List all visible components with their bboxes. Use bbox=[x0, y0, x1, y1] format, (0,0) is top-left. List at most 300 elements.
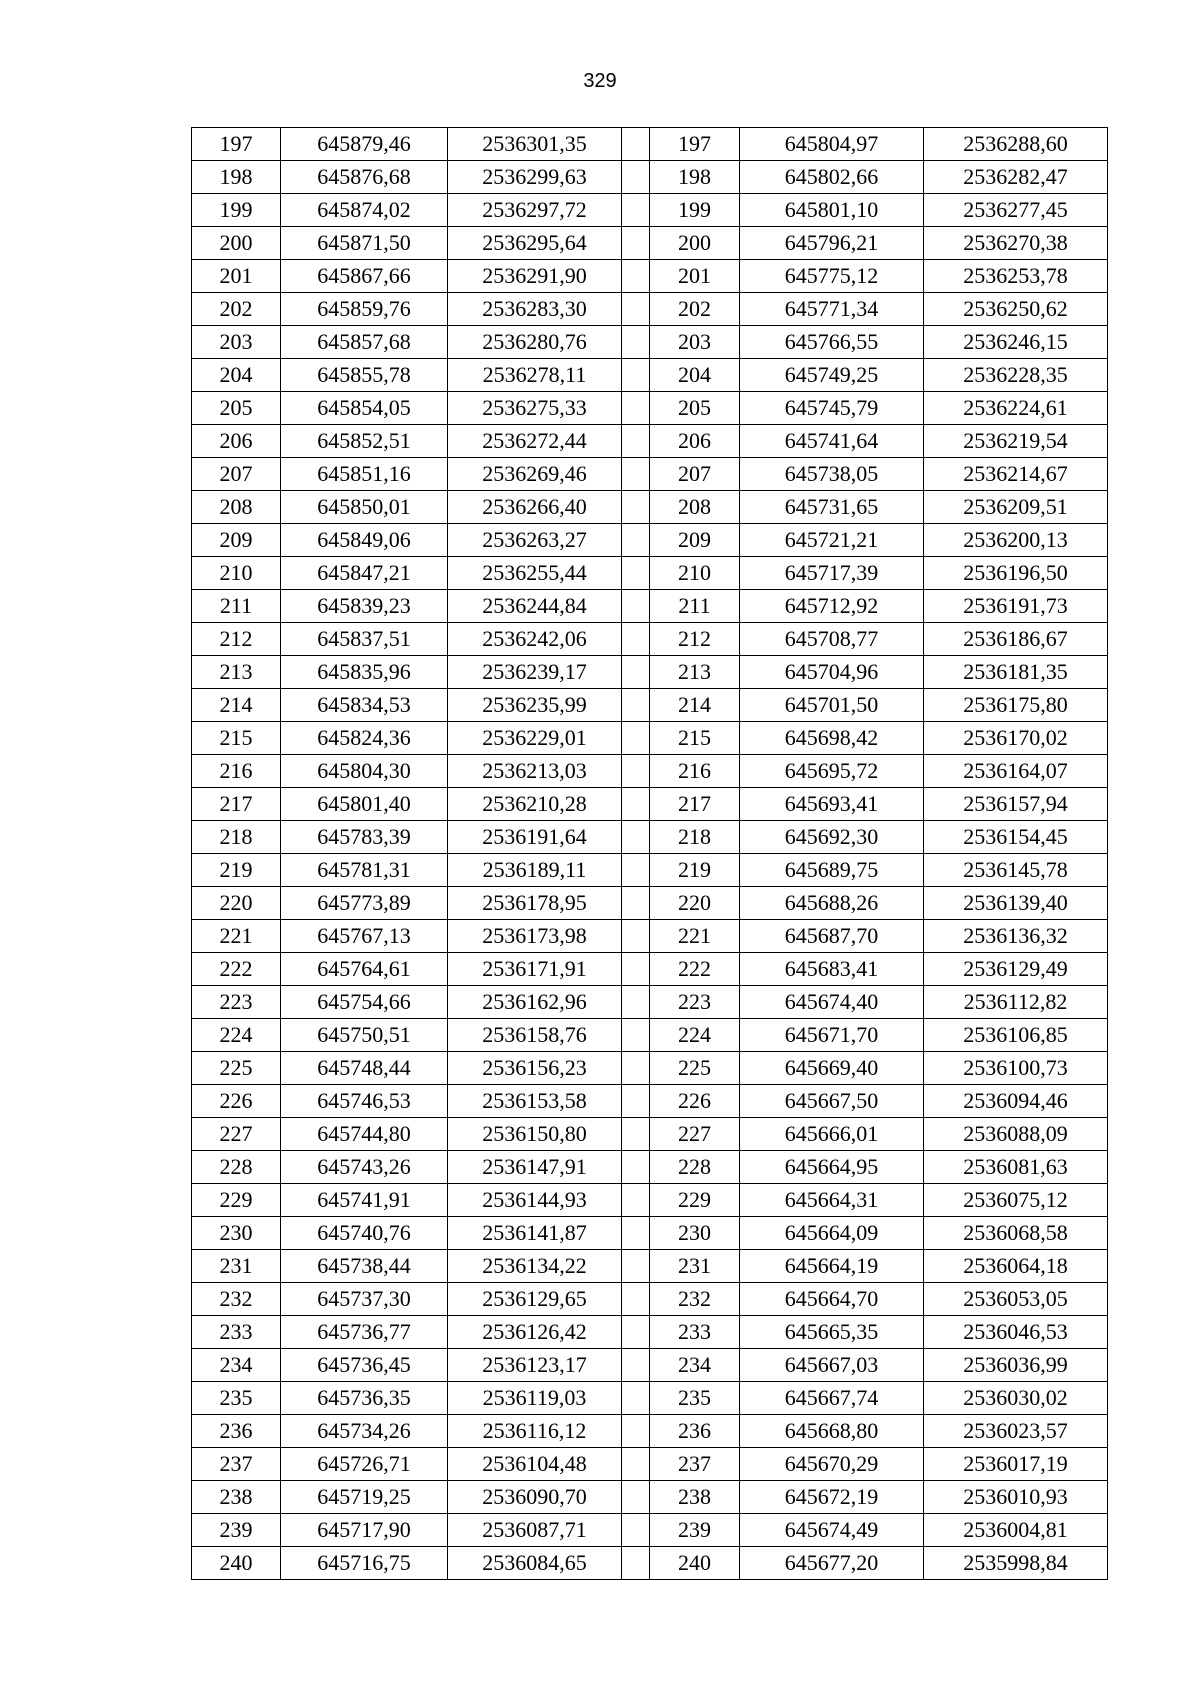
x-coordinate-cell: 645698,42 bbox=[740, 722, 924, 755]
point-number-cell: 240 bbox=[650, 1547, 740, 1580]
y-coordinate-cell: 2536242,06 bbox=[448, 623, 622, 656]
point-number-cell: 219 bbox=[192, 854, 281, 887]
x-coordinate-cell: 645796,21 bbox=[740, 227, 924, 260]
point-number-cell: 198 bbox=[650, 161, 740, 194]
point-number-cell: 200 bbox=[650, 227, 740, 260]
table-row bbox=[192, 392, 1108, 425]
separator-cell bbox=[622, 1514, 650, 1547]
x-coordinate-cell: 645743,26 bbox=[281, 1151, 448, 1184]
y-coordinate-cell: 2536173,98 bbox=[448, 920, 622, 953]
point-number-cell: 212 bbox=[192, 623, 281, 656]
x-coordinate-cell: 645781,31 bbox=[281, 854, 448, 887]
point-number-cell: 206 bbox=[650, 425, 740, 458]
point-number-cell: 229 bbox=[650, 1184, 740, 1217]
x-coordinate-cell: 645667,50 bbox=[740, 1085, 924, 1118]
x-coordinate-cell: 645801,10 bbox=[740, 194, 924, 227]
y-coordinate-cell: 2536119,03 bbox=[448, 1382, 622, 1415]
table-row bbox=[192, 1382, 1108, 1415]
x-coordinate-cell: 645677,20 bbox=[740, 1547, 924, 1580]
y-coordinate-cell: 2536068,58 bbox=[924, 1217, 1108, 1250]
x-coordinate-cell: 645716,75 bbox=[281, 1547, 448, 1580]
x-coordinate-cell: 645744,80 bbox=[281, 1118, 448, 1151]
y-coordinate-cell: 2536153,58 bbox=[448, 1085, 622, 1118]
x-coordinate-cell: 645665,35 bbox=[740, 1316, 924, 1349]
point-number-cell: 232 bbox=[650, 1283, 740, 1316]
separator-cell bbox=[622, 1019, 650, 1052]
x-coordinate-cell: 645847,21 bbox=[281, 557, 448, 590]
y-coordinate-cell: 2536255,44 bbox=[448, 557, 622, 590]
y-coordinate-cell: 2536158,76 bbox=[448, 1019, 622, 1052]
x-coordinate-cell: 645839,23 bbox=[281, 590, 448, 623]
x-coordinate-cell: 645855,78 bbox=[281, 359, 448, 392]
point-number-cell: 208 bbox=[192, 491, 281, 524]
point-number-cell: 211 bbox=[650, 590, 740, 623]
x-coordinate-cell: 645664,19 bbox=[740, 1250, 924, 1283]
y-coordinate-cell: 2536156,23 bbox=[448, 1052, 622, 1085]
point-number-cell: 231 bbox=[192, 1250, 281, 1283]
x-coordinate-cell: 645849,06 bbox=[281, 524, 448, 557]
separator-cell bbox=[622, 326, 650, 359]
separator-cell bbox=[622, 161, 650, 194]
table-row bbox=[192, 128, 1108, 161]
point-number-cell: 231 bbox=[650, 1250, 740, 1283]
separator-cell bbox=[622, 1085, 650, 1118]
y-coordinate-cell: 2536090,70 bbox=[448, 1481, 622, 1514]
point-number-cell: 227 bbox=[650, 1118, 740, 1151]
point-number-cell: 212 bbox=[650, 623, 740, 656]
y-coordinate-cell: 2536297,72 bbox=[448, 194, 622, 227]
y-coordinate-cell: 2536213,03 bbox=[448, 755, 622, 788]
table-row bbox=[192, 1514, 1108, 1547]
x-coordinate-cell: 645879,46 bbox=[281, 128, 448, 161]
x-coordinate-cell: 645664,70 bbox=[740, 1283, 924, 1316]
point-number-cell: 224 bbox=[192, 1019, 281, 1052]
y-coordinate-cell: 2536191,73 bbox=[924, 590, 1108, 623]
table-row bbox=[192, 821, 1108, 854]
y-coordinate-cell: 2536046,53 bbox=[924, 1316, 1108, 1349]
y-coordinate-cell: 2536106,85 bbox=[924, 1019, 1108, 1052]
y-coordinate-cell: 2536104,48 bbox=[448, 1448, 622, 1481]
point-number-cell: 229 bbox=[192, 1184, 281, 1217]
x-coordinate-cell: 645771,34 bbox=[740, 293, 924, 326]
y-coordinate-cell: 2536299,63 bbox=[448, 161, 622, 194]
y-coordinate-cell: 2536229,01 bbox=[448, 722, 622, 755]
x-coordinate-cell: 645672,19 bbox=[740, 1481, 924, 1514]
x-coordinate-cell: 645801,40 bbox=[281, 788, 448, 821]
table-row bbox=[192, 986, 1108, 1019]
separator-cell bbox=[622, 1349, 650, 1382]
point-number-cell: 221 bbox=[192, 920, 281, 953]
y-coordinate-cell: 2536181,35 bbox=[924, 656, 1108, 689]
x-coordinate-cell: 645670,29 bbox=[740, 1448, 924, 1481]
y-coordinate-cell: 2536301,35 bbox=[448, 128, 622, 161]
separator-cell bbox=[622, 458, 650, 491]
y-coordinate-cell: 2536269,46 bbox=[448, 458, 622, 491]
separator-cell bbox=[622, 920, 650, 953]
x-coordinate-cell: 645736,77 bbox=[281, 1316, 448, 1349]
point-number-cell: 197 bbox=[192, 128, 281, 161]
y-coordinate-cell: 2536175,80 bbox=[924, 689, 1108, 722]
y-coordinate-cell: 2536263,27 bbox=[448, 524, 622, 557]
table-body bbox=[192, 128, 1108, 1580]
point-number-cell: 199 bbox=[650, 194, 740, 227]
x-coordinate-cell: 645717,39 bbox=[740, 557, 924, 590]
table-row bbox=[192, 194, 1108, 227]
table-row bbox=[192, 326, 1108, 359]
x-coordinate-cell: 645668,80 bbox=[740, 1415, 924, 1448]
point-number-cell: 215 bbox=[650, 722, 740, 755]
y-coordinate-cell: 2536189,11 bbox=[448, 854, 622, 887]
y-coordinate-cell: 2536064,18 bbox=[924, 1250, 1108, 1283]
x-coordinate-cell: 645740,76 bbox=[281, 1217, 448, 1250]
table-row bbox=[192, 1184, 1108, 1217]
x-coordinate-cell: 645667,03 bbox=[740, 1349, 924, 1382]
x-coordinate-cell: 645693,41 bbox=[740, 788, 924, 821]
point-number-cell: 237 bbox=[192, 1448, 281, 1481]
table-row bbox=[192, 1019, 1108, 1052]
y-coordinate-cell: 2536224,61 bbox=[924, 392, 1108, 425]
y-coordinate-cell: 2536170,02 bbox=[924, 722, 1108, 755]
x-coordinate-cell: 645687,70 bbox=[740, 920, 924, 953]
y-coordinate-cell: 2536084,65 bbox=[448, 1547, 622, 1580]
x-coordinate-cell: 645674,49 bbox=[740, 1514, 924, 1547]
table-row bbox=[192, 161, 1108, 194]
point-number-cell: 223 bbox=[192, 986, 281, 1019]
table-row bbox=[192, 491, 1108, 524]
x-coordinate-cell: 645667,74 bbox=[740, 1382, 924, 1415]
separator-cell bbox=[622, 392, 650, 425]
y-coordinate-cell: 2536136,32 bbox=[924, 920, 1108, 953]
separator-cell bbox=[622, 359, 650, 392]
point-number-cell: 207 bbox=[192, 458, 281, 491]
x-coordinate-cell: 645721,21 bbox=[740, 524, 924, 557]
x-coordinate-cell: 645688,26 bbox=[740, 887, 924, 920]
table-row bbox=[192, 524, 1108, 557]
point-number-cell: 228 bbox=[192, 1151, 281, 1184]
table-row bbox=[192, 425, 1108, 458]
y-coordinate-cell: 2536154,45 bbox=[924, 821, 1108, 854]
separator-cell bbox=[622, 1481, 650, 1514]
y-coordinate-cell: 2536010,93 bbox=[924, 1481, 1108, 1514]
point-number-cell: 217 bbox=[650, 788, 740, 821]
y-coordinate-cell: 2536171,91 bbox=[448, 953, 622, 986]
point-number-cell: 215 bbox=[192, 722, 281, 755]
x-coordinate-cell: 645712,92 bbox=[740, 590, 924, 623]
y-coordinate-cell: 2536144,93 bbox=[448, 1184, 622, 1217]
y-coordinate-cell: 2536145,78 bbox=[924, 854, 1108, 887]
point-number-cell: 238 bbox=[192, 1481, 281, 1514]
x-coordinate-cell: 645852,51 bbox=[281, 425, 448, 458]
y-coordinate-cell: 2536210,28 bbox=[448, 788, 622, 821]
y-coordinate-cell: 2536123,17 bbox=[448, 1349, 622, 1382]
point-number-cell: 233 bbox=[650, 1316, 740, 1349]
point-number-cell: 220 bbox=[192, 887, 281, 920]
y-coordinate-cell: 2536147,91 bbox=[448, 1151, 622, 1184]
separator-cell bbox=[622, 986, 650, 1019]
point-number-cell: 228 bbox=[650, 1151, 740, 1184]
separator-cell bbox=[622, 1382, 650, 1415]
y-coordinate-cell: 2536178,95 bbox=[448, 887, 622, 920]
y-coordinate-cell: 2536081,63 bbox=[924, 1151, 1108, 1184]
table-row bbox=[192, 1151, 1108, 1184]
point-number-cell: 225 bbox=[650, 1052, 740, 1085]
y-coordinate-cell: 2536030,02 bbox=[924, 1382, 1108, 1415]
point-number-cell: 218 bbox=[192, 821, 281, 854]
table-row bbox=[192, 689, 1108, 722]
x-coordinate-cell: 645867,66 bbox=[281, 260, 448, 293]
point-number-cell: 227 bbox=[192, 1118, 281, 1151]
point-number-cell: 209 bbox=[192, 524, 281, 557]
x-coordinate-cell: 645664,09 bbox=[740, 1217, 924, 1250]
x-coordinate-cell: 645750,51 bbox=[281, 1019, 448, 1052]
table-row bbox=[192, 1547, 1108, 1580]
x-coordinate-cell: 645764,61 bbox=[281, 953, 448, 986]
x-coordinate-cell: 645689,75 bbox=[740, 854, 924, 887]
x-coordinate-cell: 645775,12 bbox=[740, 260, 924, 293]
point-number-cell: 202 bbox=[192, 293, 281, 326]
y-coordinate-cell: 2536275,33 bbox=[448, 392, 622, 425]
separator-cell bbox=[622, 1250, 650, 1283]
x-coordinate-cell: 645773,89 bbox=[281, 887, 448, 920]
separator-cell bbox=[622, 854, 650, 887]
point-number-cell: 236 bbox=[650, 1415, 740, 1448]
point-number-cell: 236 bbox=[192, 1415, 281, 1448]
point-number-cell: 205 bbox=[192, 392, 281, 425]
y-coordinate-cell: 2536162,96 bbox=[448, 986, 622, 1019]
y-coordinate-cell: 2536266,40 bbox=[448, 491, 622, 524]
y-coordinate-cell: 2536036,99 bbox=[924, 1349, 1108, 1382]
point-number-cell: 232 bbox=[192, 1283, 281, 1316]
table-row bbox=[192, 1448, 1108, 1481]
separator-cell bbox=[622, 953, 650, 986]
point-number-cell: 222 bbox=[192, 953, 281, 986]
table-row bbox=[192, 1481, 1108, 1514]
point-number-cell: 210 bbox=[192, 557, 281, 590]
x-coordinate-cell: 645736,35 bbox=[281, 1382, 448, 1415]
point-number-cell: 224 bbox=[650, 1019, 740, 1052]
x-coordinate-cell: 645748,44 bbox=[281, 1052, 448, 1085]
y-coordinate-cell: 2536235,99 bbox=[448, 689, 622, 722]
point-number-cell: 216 bbox=[192, 755, 281, 788]
separator-cell bbox=[622, 1217, 650, 1250]
x-coordinate-cell: 645666,01 bbox=[740, 1118, 924, 1151]
point-number-cell: 214 bbox=[650, 689, 740, 722]
table-row bbox=[192, 590, 1108, 623]
point-number-cell: 235 bbox=[192, 1382, 281, 1415]
y-coordinate-cell: 2536186,67 bbox=[924, 623, 1108, 656]
y-coordinate-cell: 2536141,87 bbox=[448, 1217, 622, 1250]
page-number: 329 bbox=[583, 70, 617, 92]
x-coordinate-cell: 645664,31 bbox=[740, 1184, 924, 1217]
x-coordinate-cell: 645871,50 bbox=[281, 227, 448, 260]
point-number-cell: 240 bbox=[192, 1547, 281, 1580]
table-row bbox=[192, 1118, 1108, 1151]
y-coordinate-cell: 2535998,84 bbox=[924, 1547, 1108, 1580]
x-coordinate-cell: 645746,53 bbox=[281, 1085, 448, 1118]
point-number-cell: 237 bbox=[650, 1448, 740, 1481]
separator-cell bbox=[622, 656, 650, 689]
table-row bbox=[192, 788, 1108, 821]
table-row bbox=[192, 359, 1108, 392]
y-coordinate-cell: 2536075,12 bbox=[924, 1184, 1108, 1217]
x-coordinate-cell: 645692,30 bbox=[740, 821, 924, 854]
x-coordinate-cell: 645695,72 bbox=[740, 755, 924, 788]
x-coordinate-cell: 645704,96 bbox=[740, 656, 924, 689]
x-coordinate-cell: 645701,50 bbox=[740, 689, 924, 722]
point-number-cell: 213 bbox=[650, 656, 740, 689]
y-coordinate-cell: 2536129,49 bbox=[924, 953, 1108, 986]
y-coordinate-cell: 2536129,65 bbox=[448, 1283, 622, 1316]
y-coordinate-cell: 2536270,38 bbox=[924, 227, 1108, 260]
separator-cell bbox=[622, 1052, 650, 1085]
table-row bbox=[192, 458, 1108, 491]
point-number-cell: 208 bbox=[650, 491, 740, 524]
separator-cell bbox=[622, 1316, 650, 1349]
x-coordinate-cell: 645738,05 bbox=[740, 458, 924, 491]
x-coordinate-cell: 645708,77 bbox=[740, 623, 924, 656]
table-row bbox=[192, 1250, 1108, 1283]
x-coordinate-cell: 645874,02 bbox=[281, 194, 448, 227]
point-number-cell: 230 bbox=[192, 1217, 281, 1250]
separator-cell bbox=[622, 1118, 650, 1151]
y-coordinate-cell: 2536191,64 bbox=[448, 821, 622, 854]
x-coordinate-cell: 645734,26 bbox=[281, 1415, 448, 1448]
y-coordinate-cell: 2536087,71 bbox=[448, 1514, 622, 1547]
point-number-cell: 223 bbox=[650, 986, 740, 1019]
point-number-cell: 217 bbox=[192, 788, 281, 821]
y-coordinate-cell: 2536244,84 bbox=[448, 590, 622, 623]
x-coordinate-cell: 645717,90 bbox=[281, 1514, 448, 1547]
point-number-cell: 226 bbox=[650, 1085, 740, 1118]
separator-cell bbox=[622, 524, 650, 557]
x-coordinate-cell: 645824,36 bbox=[281, 722, 448, 755]
table-row bbox=[192, 1283, 1108, 1316]
point-number-cell: 199 bbox=[192, 194, 281, 227]
y-coordinate-cell: 2536250,62 bbox=[924, 293, 1108, 326]
separator-cell bbox=[622, 1151, 650, 1184]
point-number-cell: 239 bbox=[192, 1514, 281, 1547]
y-coordinate-cell: 2536280,76 bbox=[448, 326, 622, 359]
separator-cell bbox=[622, 722, 650, 755]
table-row bbox=[192, 293, 1108, 326]
x-coordinate-cell: 645683,41 bbox=[740, 953, 924, 986]
x-coordinate-cell: 645671,70 bbox=[740, 1019, 924, 1052]
point-number-cell: 239 bbox=[650, 1514, 740, 1547]
point-number-cell: 204 bbox=[650, 359, 740, 392]
y-coordinate-cell: 2536253,78 bbox=[924, 260, 1108, 293]
x-coordinate-cell: 645857,68 bbox=[281, 326, 448, 359]
x-coordinate-cell: 645854,05 bbox=[281, 392, 448, 425]
x-coordinate-cell: 645674,40 bbox=[740, 986, 924, 1019]
x-coordinate-cell: 645745,79 bbox=[740, 392, 924, 425]
point-number-cell: 210 bbox=[650, 557, 740, 590]
table-row bbox=[192, 1217, 1108, 1250]
separator-cell bbox=[622, 491, 650, 524]
separator-cell bbox=[622, 689, 650, 722]
table-row bbox=[192, 1316, 1108, 1349]
point-number-cell: 201 bbox=[192, 260, 281, 293]
point-number-cell: 222 bbox=[650, 953, 740, 986]
point-number-cell: 230 bbox=[650, 1217, 740, 1250]
point-number-cell: 214 bbox=[192, 689, 281, 722]
x-coordinate-cell: 645731,65 bbox=[740, 491, 924, 524]
point-number-cell: 238 bbox=[650, 1481, 740, 1514]
point-number-cell: 203 bbox=[650, 326, 740, 359]
point-number-cell: 235 bbox=[650, 1382, 740, 1415]
table-row bbox=[192, 656, 1108, 689]
y-coordinate-cell: 2536228,35 bbox=[924, 359, 1108, 392]
point-number-cell: 209 bbox=[650, 524, 740, 557]
x-coordinate-cell: 645835,96 bbox=[281, 656, 448, 689]
table-row bbox=[192, 623, 1108, 656]
y-coordinate-cell: 2536239,17 bbox=[448, 656, 622, 689]
separator-cell bbox=[622, 590, 650, 623]
point-number-cell: 197 bbox=[650, 128, 740, 161]
separator-cell bbox=[622, 1547, 650, 1580]
x-coordinate-cell: 645859,76 bbox=[281, 293, 448, 326]
separator-cell bbox=[622, 821, 650, 854]
separator-cell bbox=[622, 557, 650, 590]
x-coordinate-cell: 645736,45 bbox=[281, 1349, 448, 1382]
y-coordinate-cell: 2536164,07 bbox=[924, 755, 1108, 788]
x-coordinate-cell: 645802,66 bbox=[740, 161, 924, 194]
point-number-cell: 219 bbox=[650, 854, 740, 887]
y-coordinate-cell: 2536214,67 bbox=[924, 458, 1108, 491]
x-coordinate-cell: 645804,30 bbox=[281, 755, 448, 788]
x-coordinate-cell: 645876,68 bbox=[281, 161, 448, 194]
point-number-cell: 211 bbox=[192, 590, 281, 623]
point-number-cell: 218 bbox=[650, 821, 740, 854]
y-coordinate-cell: 2536053,05 bbox=[924, 1283, 1108, 1316]
y-coordinate-cell: 2536291,90 bbox=[448, 260, 622, 293]
table-row bbox=[192, 260, 1108, 293]
y-coordinate-cell: 2536196,50 bbox=[924, 557, 1108, 590]
y-coordinate-cell: 2536088,09 bbox=[924, 1118, 1108, 1151]
table-row bbox=[192, 1085, 1108, 1118]
separator-cell bbox=[622, 227, 650, 260]
point-number-cell: 205 bbox=[650, 392, 740, 425]
y-coordinate-cell: 2536023,57 bbox=[924, 1415, 1108, 1448]
point-number-cell: 213 bbox=[192, 656, 281, 689]
separator-cell bbox=[622, 1448, 650, 1481]
y-coordinate-cell: 2536126,42 bbox=[448, 1316, 622, 1349]
x-coordinate-cell: 645804,97 bbox=[740, 128, 924, 161]
y-coordinate-cell: 2536288,60 bbox=[924, 128, 1108, 161]
point-number-cell: 221 bbox=[650, 920, 740, 953]
point-number-cell: 234 bbox=[192, 1349, 281, 1382]
y-coordinate-cell: 2536209,51 bbox=[924, 491, 1108, 524]
x-coordinate-cell: 645741,91 bbox=[281, 1184, 448, 1217]
y-coordinate-cell: 2536157,94 bbox=[924, 788, 1108, 821]
separator-cell bbox=[622, 623, 650, 656]
separator-cell bbox=[622, 1184, 650, 1217]
separator-cell bbox=[622, 293, 650, 326]
point-number-cell: 220 bbox=[650, 887, 740, 920]
separator-cell bbox=[622, 425, 650, 458]
y-coordinate-cell: 2536272,44 bbox=[448, 425, 622, 458]
x-coordinate-cell: 645767,13 bbox=[281, 920, 448, 953]
point-number-cell: 206 bbox=[192, 425, 281, 458]
x-coordinate-cell: 645726,71 bbox=[281, 1448, 448, 1481]
x-coordinate-cell: 645741,64 bbox=[740, 425, 924, 458]
x-coordinate-cell: 645664,95 bbox=[740, 1151, 924, 1184]
y-coordinate-cell: 2536116,12 bbox=[448, 1415, 622, 1448]
point-number-cell: 233 bbox=[192, 1316, 281, 1349]
table-row bbox=[192, 1349, 1108, 1382]
x-coordinate-cell: 645851,16 bbox=[281, 458, 448, 491]
table-row bbox=[192, 920, 1108, 953]
x-coordinate-cell: 645738,44 bbox=[281, 1250, 448, 1283]
